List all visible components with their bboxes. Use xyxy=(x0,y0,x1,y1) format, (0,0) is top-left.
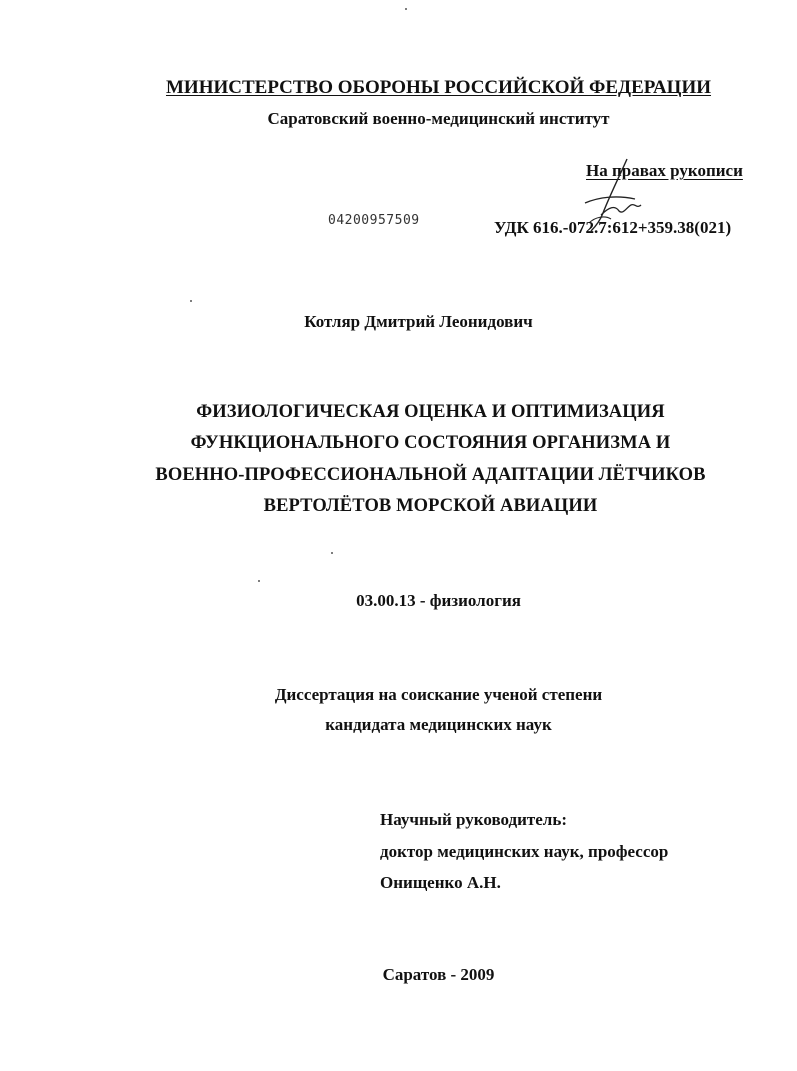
scan-speck xyxy=(331,552,333,554)
author-name: Котляр Дмитрий Леонидович xyxy=(304,312,533,331)
thesis-title-line: ФИЗИОЛОГИЧЕСКАЯ ОЦЕНКА И ОПТИМИЗАЦИЯ xyxy=(196,402,665,422)
dissertation-degree-line: Диссертация на соискание ученой степени xyxy=(274,685,603,704)
city-year: Саратов - 2009 xyxy=(382,965,495,984)
speciality-code: 03.00.13 - физиология xyxy=(356,591,521,610)
scan-speck xyxy=(405,8,407,10)
udk-code: УДК 616.-072.7:612+359.38(021) xyxy=(494,218,732,237)
dissertation-degree-line: кандидата медицинских наук xyxy=(325,715,552,734)
archive-stamp-number: 04200957509 xyxy=(328,213,420,228)
institute-name: Саратовский военно-медицинский институт xyxy=(267,109,610,128)
thesis-title-line: ФУНКЦИОНАЛЬНОГО СОСТОЯНИЯ ОРГАНИЗМА И xyxy=(190,433,671,453)
supervisor-label: Научный руководитель: xyxy=(380,810,567,829)
thesis-title-line: ВОЕННО-ПРОФЕССИОНАЛЬНОЙ АДАПТАЦИИ ЛЁТЧИКОВ xyxy=(155,465,706,485)
ministry-heading: МИНИСТЕРСТВО ОБОРОНЫ РОССИЙСКОЙ ФЕДЕРАЦИИ xyxy=(165,77,712,98)
supervisor-degree: доктор медицинских наук, профессор xyxy=(380,842,669,861)
scan-speck xyxy=(258,580,260,582)
supervisor-name: Онищенко А.Н. xyxy=(380,873,501,892)
manuscript-note: На правах рукописи xyxy=(586,161,743,180)
scan-speck xyxy=(190,300,192,302)
thesis-title-line: ВЕРТОЛЁТОВ МОРСКОЙ АВИАЦИИ xyxy=(263,496,598,516)
